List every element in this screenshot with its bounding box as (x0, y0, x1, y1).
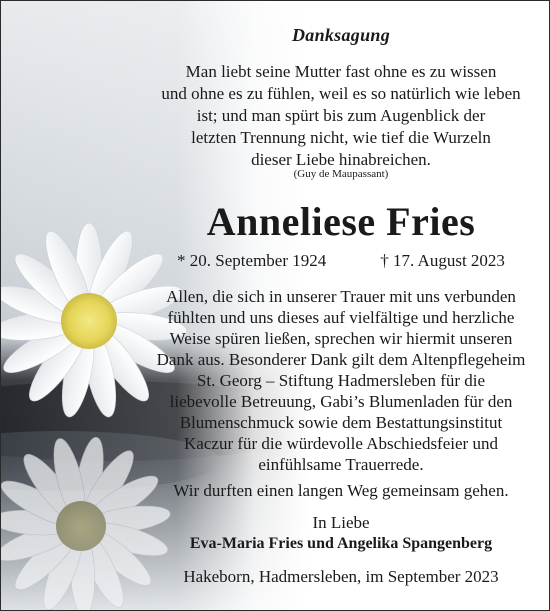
thanks-line: Kaczur für die würdevolle Abschiedsfeier und (184, 434, 498, 453)
thanks-line: Dank aus. Besonderer Dank gilt dem Altenpflegeheim (156, 350, 526, 369)
in-liebe: In Liebe (312, 513, 370, 532)
birth-date: * 20. September 1924 (177, 251, 327, 270)
thanks-line: Weise spüren ließen, sprechen wir hiermit unseren (169, 329, 513, 348)
deceased-name: Anneliese Fries (206, 199, 476, 244)
signers: Eva-Maria Fries und Angelika Spangenberg (189, 535, 493, 552)
thanks-line: Allen, die sich in unserer Trauer mit uns verbunden (166, 287, 516, 306)
place-date: Hakeborn, Hadmersleben, im September 2023 (183, 567, 499, 586)
poem-line: ist; und man spürt bis zum Augenblick der (196, 106, 486, 125)
heading: Danksagung (291, 25, 391, 45)
poem-line: dieser Liebe hinabreichen. (251, 150, 431, 169)
thanks-line: St. Georg – Stiftung Hadmersleben für die (196, 371, 486, 390)
life-dates (151, 251, 531, 271)
closing-line: Wir durften einen langen Weg gemeinsam gehen. (173, 481, 509, 500)
thanks-line: fühlten und uns dieses auf vielfältige und herzliche (167, 308, 515, 327)
thanks-text (131, 286, 550, 475)
thanks-line: einfühlsame Trauerrede. (258, 455, 424, 474)
poem (141, 61, 541, 171)
obituary-text (1, 1, 550, 611)
poem-line: und ohne es zu fühlen, weil es so natürlich wie leben (161, 84, 521, 103)
thanks-line: liebevolle Betreuung, Gabi’s Blumenladen für den (169, 392, 513, 411)
poem-attribution: (Guy de Maupassant) (293, 168, 389, 180)
poem-line: letzten Trennung nicht, wie tief die Wurzeln (191, 128, 491, 147)
poem-line: Man liebt seine Mutter fast ohne es zu wissen (185, 62, 497, 81)
death-date: † 17. August 2023 (380, 251, 505, 270)
thanks-line: Blumenschmuck sowie dem Bestattungsinstitut (179, 413, 503, 432)
